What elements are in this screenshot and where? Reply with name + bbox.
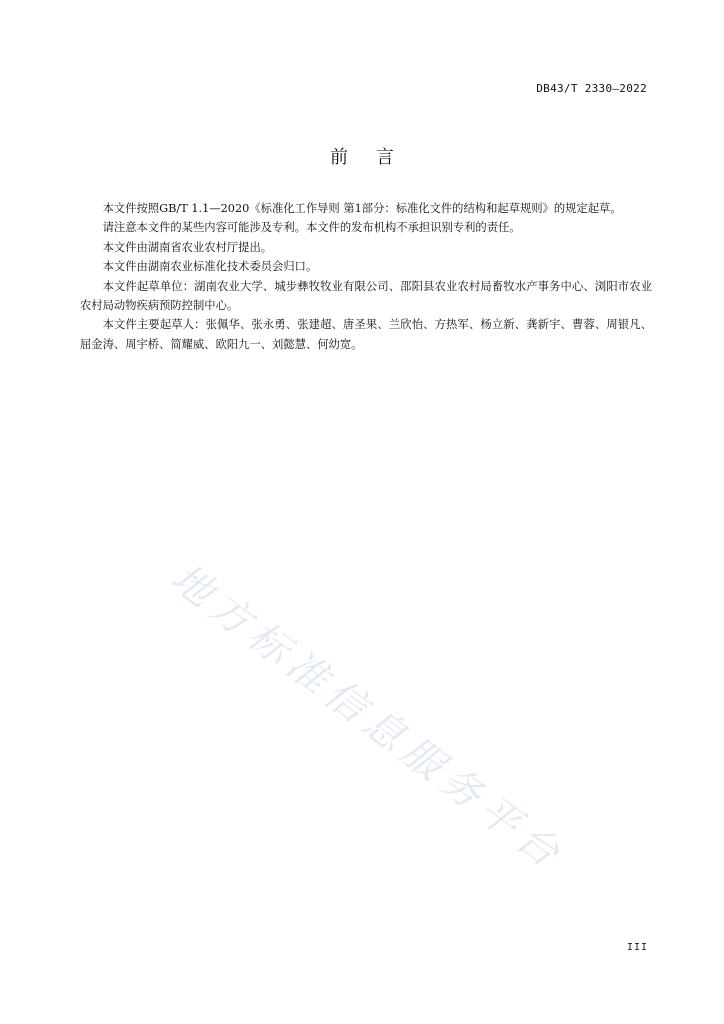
foreword-body xyxy=(80,199,652,354)
page-number: III xyxy=(626,942,648,953)
paragraph-patent-notice: 请注意本文件的某些内容可能涉及专利。本文件的发布机构不承担识别专利的责任。 xyxy=(102,221,521,235)
paragraph-drafting-rules: 本文件按照GB/T 1.1—2020《标准化工作导则 第1部分：标准化文件的结构和起草规则》的规定起草。 xyxy=(102,202,622,215)
paragraph-drafting-units: 本文件起草单位：湖南农业大学、城步彝牧牧业有限公司、邵阳县农业农村局畜牧水产事务中心、浏阳市农业农村局动物疾病预防控制中心。 xyxy=(80,279,652,313)
watermark-text: 地方标准信息服务平台 xyxy=(162,554,574,881)
document-code: DB43/T 2330—2022 xyxy=(536,82,647,95)
paragraph-administrator: 本文件由湖南农业标准化技术委员会归口。 xyxy=(102,260,318,274)
paragraph-proposer: 本文件由湖南省农业农村厅提出。 xyxy=(102,240,273,254)
page-title: 前言 xyxy=(330,147,422,168)
paragraph-drafters: 本文件主要起草人：张佩华、张永勇、张建超、唐圣果、兰欣怡、方热军、杨立新、龚新宇、曹蓉、周银凡、屈金涛、周宇桥、简耀威、欧阳九一、刘懿慧、何幼宽。 xyxy=(80,318,652,351)
